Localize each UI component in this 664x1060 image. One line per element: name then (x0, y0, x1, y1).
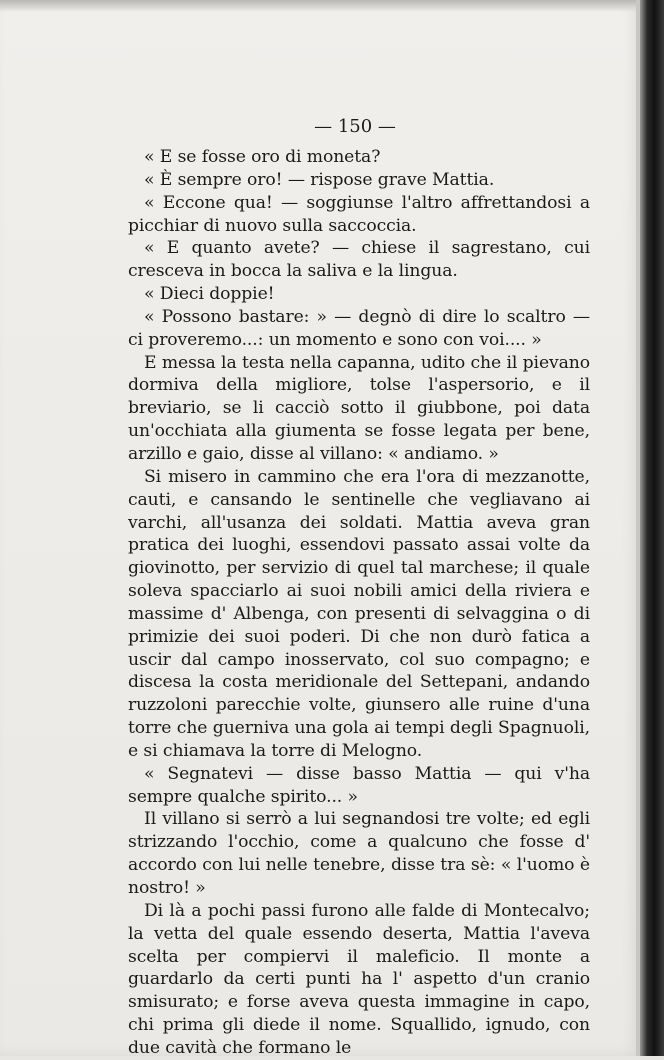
page-top-edge (0, 0, 640, 12)
paragraph: « E se fosse oro di moneta? (144, 147, 381, 167)
paragraph: « Dieci doppie! (144, 284, 275, 305)
page-number: — 150 — (314, 116, 396, 137)
paragraph: Di là a pochi passi furono alle falde di Montecalvo; la vetta del quale essendo deserta, Mattia l'aveva scelta per compiervi il maleficio. Il monte a guardarlo da certi punti ha l' aspetto d'un cranio smisurato; e forse aveva questa immagine in capo, chi prima gli diede il nome. Squallido, ignudo, con due cavità che formano le (128, 900, 590, 1058)
book-binding-edge (640, 0, 664, 1056)
paragraph: « E quanto avete? — chiese il sagrestano, cui cresceva in bocca la saliva e la lingua. (128, 238, 590, 282)
body-text (128, 146, 590, 1060)
paragraph: « Eccone qua! — soggiunse l'altro affrettandosi a picchiar di nuovo sulla saccoccia. (128, 192, 590, 236)
paragraph: « Possono bastare: » — degnò di dire lo scaltro — ci proveremo...: un momento e sono con voi.... » (128, 306, 590, 350)
paragraph: Il villano si serrò a lui segnandosi tre volte; ed egli strizzando l'occhio, come a qualcuno che fosse d' accordo con lui nelle tenebre, disse tra sè: « l'uomo è nostro! » (128, 809, 590, 898)
paragraph: « È sempre oro! — rispose grave Mattia. (144, 169, 495, 190)
paragraph: E messa la testa nella capanna, udito che il pievano dormiva della migliore, tolse l'aspersorio, e il breviario, se li cacciò sotto il giubbone, poi data un'occhiata alla giumenta se fosse legata per bene, arzillo e gaio, disse al villano: « andiamo. » (128, 352, 590, 464)
paragraph: Si misero in cammino che era l'ora di mezzanotte, cauti, e cansando le sentinelle che vegliavano ai varchi, all'usanza dei soldati. Mattia aveva gran pratica dei luoghi, essendovi passato assai volte da giovinotto, per servizio di quel tal marchese; il quale soleva spacciarlo ai suoi nobili amici della riviera e massime d' Albenga, con presenti di selvaggina o di primizie dei suoi poderi. Di che non durò fatica a uscir dal campo inosservato, col suo compagno; e discesa la costa meridionale del Settepani, andando ruzzoloni parecchie volte, giunsero alle ruine d'una torre che guerniva una gola ai tempi degli Spagnuoli, e si chiamava la torre di Melogno. (128, 466, 590, 761)
paragraph: « Segnatevi — disse basso Mattia — qui v'ha sempre qualche spirito... » (128, 763, 590, 807)
